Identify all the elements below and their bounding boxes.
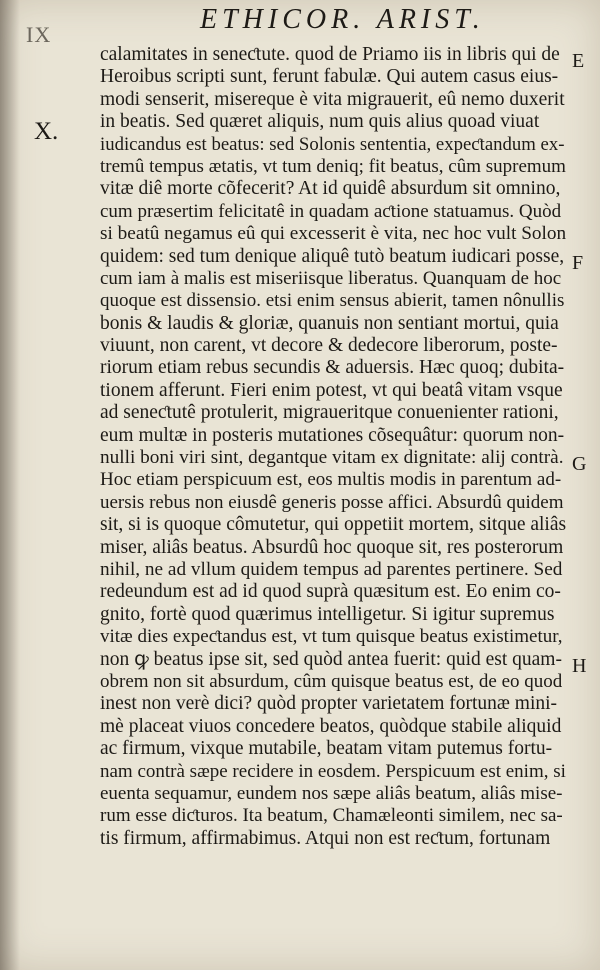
text-line: mè placeat viuos concedere beatos, quòdque stabile aliquid [100,715,562,737]
text-line: in beatis. Sed quæret aliquis, num quis alius quoad viuat [100,111,540,133]
text-line: cum iam à malis est miseriisque liberatus. Quanquam de hoc [100,267,562,289]
text-line: quoque est dissensio. etsi enim sensus abierit, tamen nônullis [100,290,565,312]
text-line: uersis rebus non eiusdê generis posse affici. Absurdû quidem [100,491,564,513]
text-line: calamitates in seneƈtute. quod de Priamo iis in libris qui de [100,44,560,65]
section-marker: X. [34,118,59,145]
text-line: inest non verè dici? quòd propter varietatem fortunæ mini- [100,693,558,715]
text-line: sit, si is quoque cômutetur, qui oppetiit mortem, sitque aliâs [100,514,567,536]
text-line: euenta sequamur, eundem nos sæpe aliâs beatum, aliâs mise- [100,782,563,804]
margin-letter: E [572,50,585,72]
text-line: riorum etiam rebus secundis & aduersis. Hæc quoq; dubita- [100,357,565,379]
text-line: bonis & laudis & gloriæ, quanuis non sentiant mortui, quia [100,312,559,334]
text-line: miser, aliâs beatus. Absurdû hoc quoque sit, res posterorum [100,536,564,558]
text-line: cum præsertim felicitatê in quadam aƈtione statuamus. Quòd [100,200,562,222]
text-line: viuunt, non carent, vt decore & dedecore liberorum, poste- [100,335,558,357]
text-line: rum esse diƈturos. Ita beatum, Chamæleonti similem, nec sa- [100,805,563,827]
text-line: nulli boni viri sint, degantque vitam ex dignitate: alij contrà. [100,447,564,469]
text-line: si beatû negamus eû qui excesserit è vita, nec hoc vult Solon [100,223,567,245]
margin-letter: H [572,654,587,677]
page-number: IX [26,22,52,47]
text-line: ac firmum, vixque mutabile, beatam vitam putemus fortu- [100,738,553,760]
margin-letter: G [572,453,587,476]
text-line: obrem non sit absurdum, cûm quisque beatus est, de eo quod [100,670,563,692]
running-header: ETHICOR. ARIST. [200,4,485,35]
body-text [100,44,566,850]
text-line: tremû tempus ætatis, vt tum deniq; fit beatus, cûm supremum [100,155,566,177]
text-line: eum multæ in posteris mutationes cõsequâtur: quorum non- [100,424,565,446]
text-line: Hoc etiam perspicuum est, eos multis modis in parentum ad- [100,469,562,491]
text-line: modi senserit, misereque è vita migrauerit, eû nemo duxerit [100,88,565,110]
margin-letter: F [572,251,584,274]
text-line: non ꝙ beatus ipse sit, sed quòd antea fuerit: quid est quam- [100,648,562,670]
text-line: vitæ diê morte cõfecerit? At id quidê absurdum sit omnino, [100,178,561,200]
text-line: Heroibus scripti sunt, ferunt fabulæ. Qui autem casus eius- [100,66,559,88]
text-line: nam contrà sæpe recidere in eosdem. Perspicuum est enim, si [100,760,566,782]
text-line: gnito, fortè quod quærimus intelligetur. Si igitur supremus [100,603,555,625]
text-line: redeundum est ad id quod suprà quæsitum est. Eo enim co- [100,581,561,603]
text-line: iudicandus est beatus: sed Solonis sententia, expeƈtandum ex- [100,133,565,155]
text-line: nihil, ne ad vllum quidem tempus ad parentes pertinere. Sed [100,558,563,580]
binding-shadow [0,0,20,970]
text-line: vitæ dies expeƈtandus est, vt tum quisque beatus existimetur, [100,626,563,648]
text-line: tis firmum, affirmabimus. Atqui non est reƈtum, fortunam [100,827,551,849]
text-line: ad seneƈtutê protulerit, migraueritque conuenienter rationi, [100,402,559,424]
text-line: quidem: sed tum denique aliquê tutò beatum iudicari posse, [100,245,565,267]
text-line: tionem afferunt. Fieri enim potest, vt qui beatâ vitam vsque [100,379,563,401]
